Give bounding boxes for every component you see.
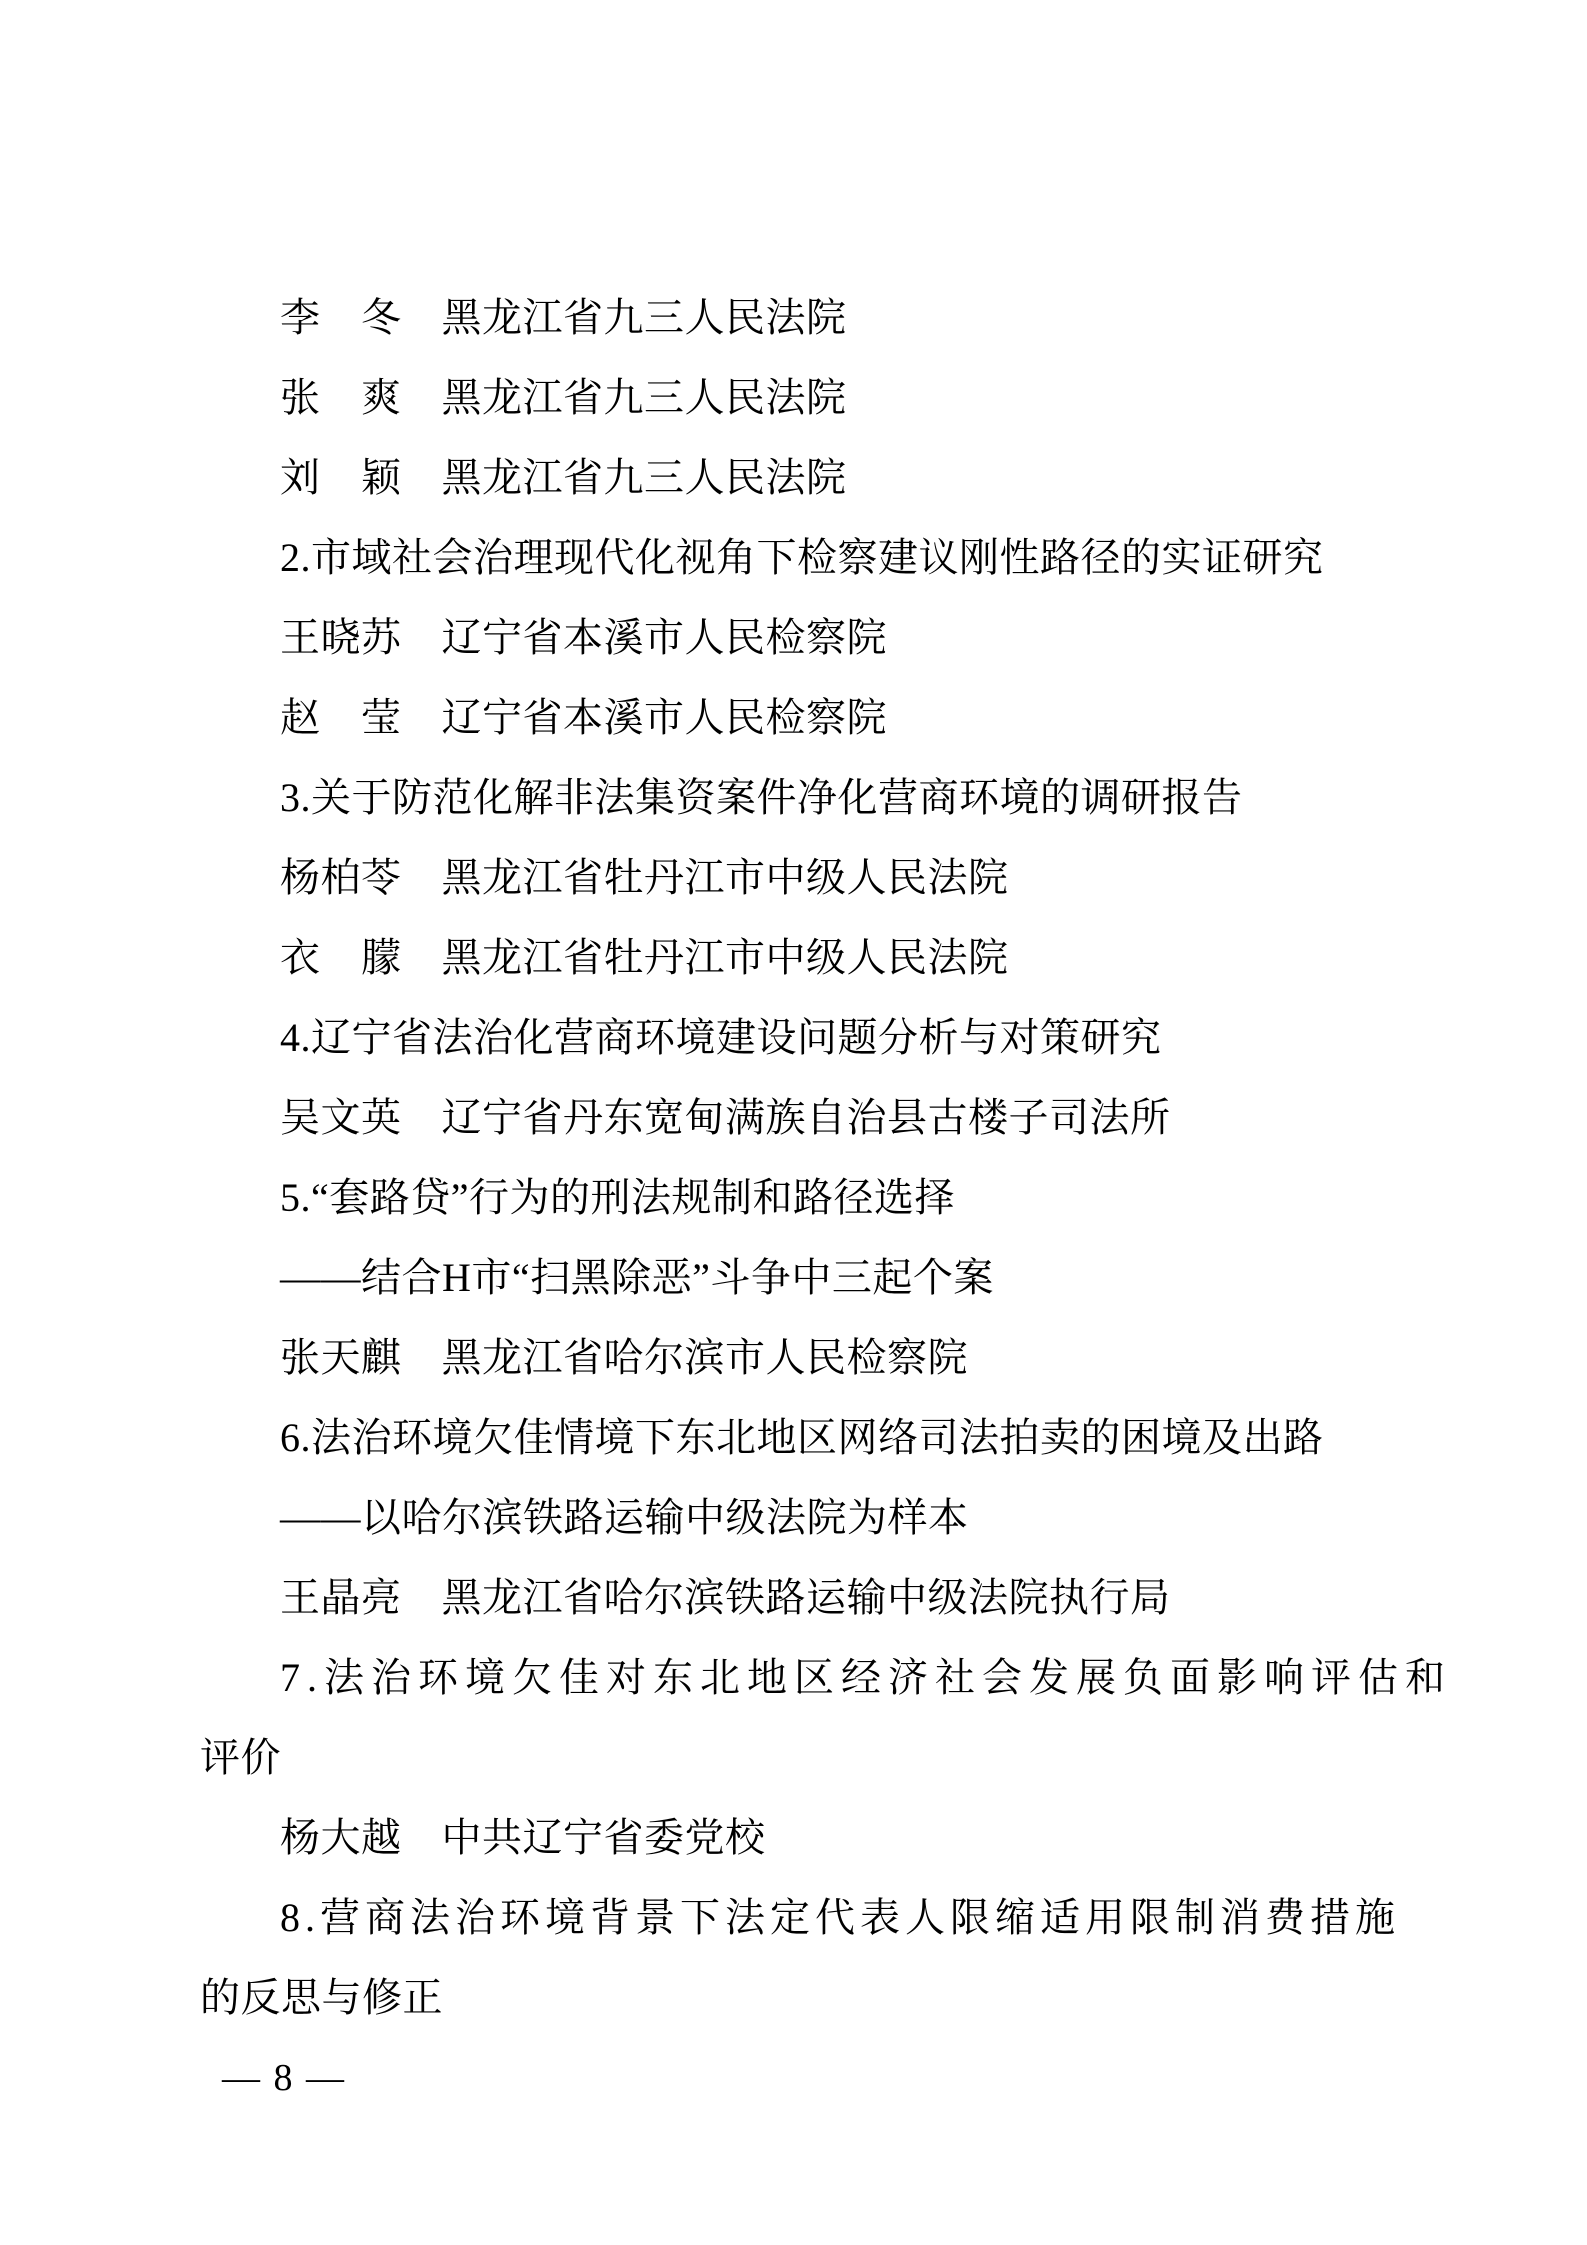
author-institution: 辽宁省丹东宽甸满族自治县古楼子司法所 — [441, 1095, 1171, 1140]
entry-author — [280, 1558, 1440, 1638]
author-name: 衣 朦 — [280, 935, 402, 980]
author-institution: 辽宁省本溪市人民检察院 — [441, 695, 887, 740]
entry-subtitle: ——结合H市“扫黑除恶”斗争中三起个案 — [280, 1255, 994, 1300]
entry-author — [280, 1318, 1440, 1398]
entry-title: 4.辽宁省法治化营商环境建设问题分析与对策研究 — [280, 1015, 1162, 1060]
author-institution: 黑龙江省牡丹江市中级人民法院 — [441, 935, 1009, 980]
entry-title: 6.法治环境欠佳情境下东北地区网络司法拍卖的困境及出路 — [280, 1415, 1324, 1460]
entry-author — [280, 1798, 1440, 1878]
author-institution: 中共辽宁省委党校 — [441, 1815, 766, 1860]
entry-author — [280, 918, 1440, 998]
author-institution: 黑龙江省九三人民法院 — [441, 375, 847, 420]
entry-subtitle: ——以哈尔滨铁路运输中级法院为样本 — [280, 1495, 969, 1540]
entry-author — [280, 278, 1440, 358]
document-body — [200, 278, 1452, 2038]
entry-title: 2.市域社会治理现代化视角下检察建议刚性路径的实证研究 — [280, 535, 1324, 580]
entry-author — [280, 1078, 1440, 1158]
entry-title: 7.法治环境欠佳对东北地区经济社会发展负面影响评估和 — [280, 1655, 1452, 1700]
entry-author — [280, 838, 1440, 918]
author-name: 赵 莹 — [280, 695, 402, 740]
author-institution: 黑龙江省哈尔滨市人民检察院 — [441, 1335, 968, 1380]
author-name: 吴文英 — [280, 1095, 402, 1140]
title-continuation: 评价 — [200, 1735, 281, 1780]
author-name: 张天麒 — [280, 1335, 402, 1380]
author-name: 王晶亮 — [280, 1575, 402, 1620]
author-name: 张 爽 — [280, 375, 402, 420]
page-number: — 8 — — [222, 2057, 346, 2099]
author-institution: 黑龙江省牡丹江市中级人民法院 — [441, 855, 1009, 900]
author-name: 李 冬 — [280, 295, 402, 340]
author-name: 杨柏苓 — [280, 855, 402, 900]
author-name: 王晓苏 — [280, 615, 402, 660]
entry-title: 8.营商法治环境背景下法定代表人限缩适用限制消费措施 — [280, 1895, 1400, 1940]
author-institution: 黑龙江省九三人民法院 — [441, 455, 847, 500]
entry-author — [280, 598, 1440, 678]
entry-title: 5.“套路贷”行为的刑法规制和路径选择 — [280, 1175, 956, 1220]
entry-title: 3.关于防范化解非法集资案件净化营商环境的调研报告 — [280, 775, 1243, 820]
title-continuation: 的反思与修正 — [200, 1975, 443, 2020]
entry-author — [280, 358, 1440, 438]
author-name: 杨大越 — [280, 1815, 402, 1860]
author-institution: 辽宁省本溪市人民检察院 — [441, 615, 887, 660]
entry-author — [280, 438, 1440, 518]
entry-author — [280, 678, 1440, 758]
author-institution: 黑龙江省哈尔滨铁路运输中级法院执行局 — [441, 1575, 1171, 1620]
author-name: 刘 颖 — [280, 455, 402, 500]
author-institution: 黑龙江省九三人民法院 — [441, 295, 847, 340]
